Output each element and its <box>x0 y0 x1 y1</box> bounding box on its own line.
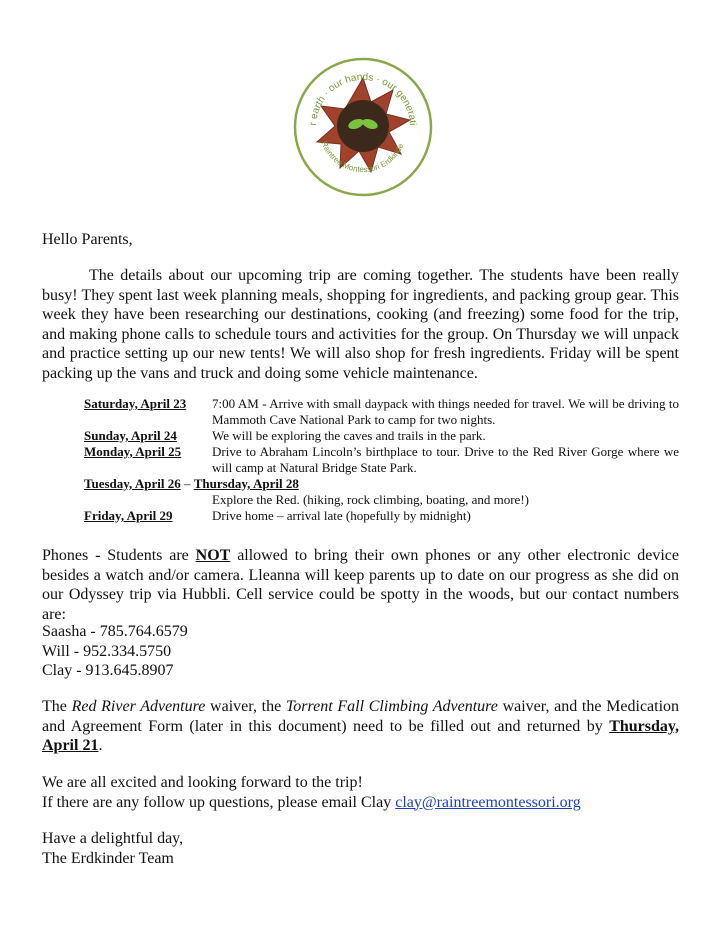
email-link[interactable]: clay@raintreemontessori.org <box>395 793 581 811</box>
schedule-desc: Drive to Abraham Lincoln’s birthplace to tour. Drive to the Red River Gorge where we will camp at Natural Bridge State Park. <box>212 444 679 475</box>
schedule-day: Friday, April 29 <box>84 508 173 523</box>
phones-paragraph: Phones - Students are NOT allowed to bring their own phones or any other electronic device besides a watch and/or camera. Lleanna will keep parents up to date on our progress as she did on our Odyssey trip via Hubbli. Cell service could be spotty in the woods, but our contact numbers are: <box>42 547 679 623</box>
schedule-row <box>84 492 679 508</box>
schedule-row <box>84 428 679 444</box>
closing-remarks <box>42 773 581 812</box>
contact-list <box>42 622 188 681</box>
contact-item: Saasha - 785.764.6579 <box>42 623 188 640</box>
school-logo <box>292 56 434 198</box>
schedule-desc: Explore the Red. (hiking, rock climbing, boating, and more!) <box>212 492 529 507</box>
intro-paragraph: The details about our upcoming trip are coming together. The students have been really busy! They spent last week planning meals, shopping for ingredients, and packing group gear. This week they have been researching our destinations, cooking (and freezing) some food for the trip, and making phone calls to schedule tours and activities for the group. On Thursday we will unpack and practice setting up our new tents! We will also shop for fresh ingredients. Friday will be spent packing up the vans and truck and doing some vehicle maintenance. <box>42 267 679 382</box>
greeting: Hello Parents, <box>42 231 133 248</box>
waiver-name: Torrent Fall Climbing Adventure <box>285 698 498 715</box>
schedule-day-end: Thursday, April 28 <box>193 476 299 491</box>
waiver-paragraph: The Red River Adventure waiver, the Torrent Fall Climbing Adventure waiver, and the Medication and Agreement Form (later in this document) need to be filled out and returned by Thursday, April 21. <box>42 698 680 754</box>
questions-line: If there are any follow up questions, please email Clay clay@raintreemontessori.org <box>42 793 581 811</box>
schedule-day-sep: – <box>180 476 194 491</box>
signoff <box>42 829 183 868</box>
logo-bottom-text: Raintree Montessori Erdkinde <box>319 139 406 175</box>
trip-schedule <box>84 396 679 524</box>
excited-line: We are all excited and looking forward to the trip! <box>42 774 363 791</box>
schedule-day-start: Tuesday, April 26 <box>84 476 181 491</box>
schedule-desc: We will be exploring the caves and trails in the park. <box>212 428 486 443</box>
schedule-row-range <box>84 476 679 492</box>
contact-item: Will - 952.334.5750 <box>42 642 172 660</box>
deadline: Thursday, April 21 <box>42 717 679 754</box>
schedule-desc: Drive home – arrival late (hopefully by midnight) <box>212 508 471 523</box>
schedule-row <box>84 444 679 476</box>
waiver-name: Red River Adventure <box>71 698 206 715</box>
not-emphasis: NOT <box>195 547 231 564</box>
logo-emblem <box>292 56 434 198</box>
closing-line: Have a delightful day, <box>42 830 184 847</box>
logo-soil <box>337 100 389 152</box>
schedule-row <box>84 396 679 428</box>
signature: The Erdkinder Team <box>42 849 174 867</box>
schedule-day: Saturday, April 23 <box>84 396 187 411</box>
logo-top-text: r earth · our hands · our generati <box>308 71 418 126</box>
schedule-day: Sunday, April 24 <box>84 428 177 443</box>
schedule-day: Monday, April 25 <box>84 444 182 459</box>
schedule-row <box>84 508 679 524</box>
schedule-desc: 7:00 AM - Arrive with small daypack with things needed for travel. We will be driving to Mammoth Cave National Park to camp for two nights. <box>212 396 679 427</box>
contact-item: Clay - 913.645.8907 <box>42 662 174 679</box>
